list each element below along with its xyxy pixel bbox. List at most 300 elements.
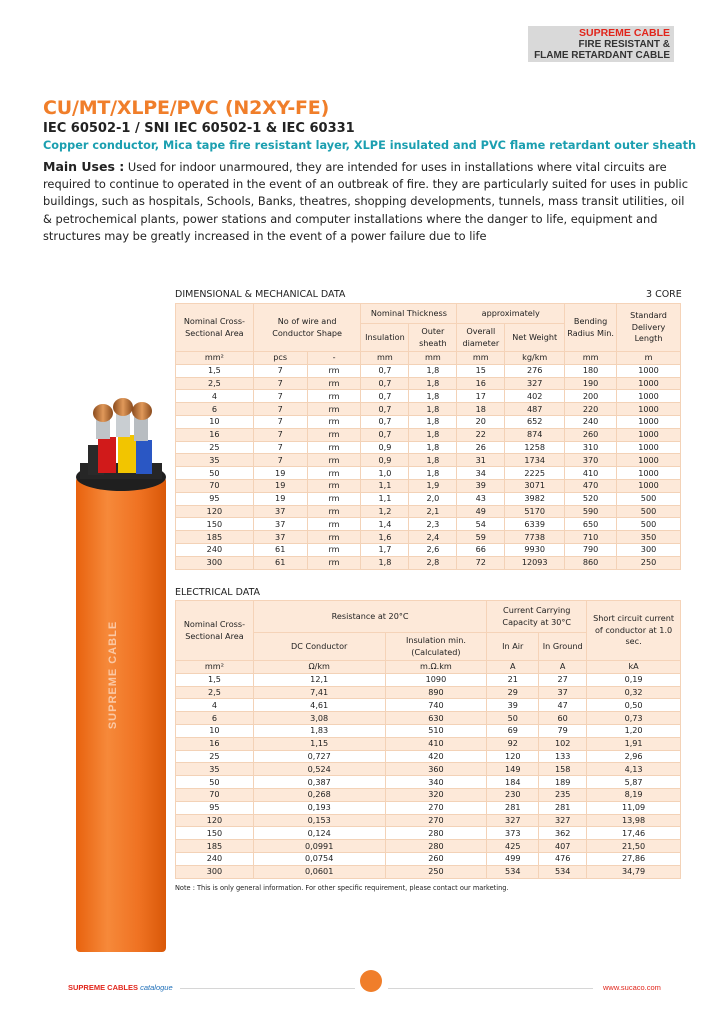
dimensional-cell: 43 <box>457 492 505 505</box>
electrical-cell: 25 <box>176 750 254 763</box>
dimensional-cell: 150 <box>176 518 254 531</box>
core-red-insulation <box>98 437 116 473</box>
product-title: CU/MT/XLPE/PVC (N2XY-FE) <box>43 97 330 119</box>
electrical-cell: 362 <box>539 827 587 840</box>
dimensional-cell: 37 <box>253 518 307 531</box>
electrical-cell: 235 <box>539 788 587 801</box>
dimensional-cell: 1,2 <box>361 505 409 518</box>
electrical-cell: 2,5 <box>176 686 254 699</box>
table-row <box>176 840 681 853</box>
dimensional-cell: 7 <box>253 403 307 416</box>
dimensional-cell: 37 <box>253 505 307 518</box>
brand-header-box <box>528 26 674 62</box>
dimensional-cell: 1,8 <box>409 467 457 480</box>
electrical-cell: 6 <box>176 712 254 725</box>
dimensional-cell: 1000 <box>617 441 681 454</box>
electrical-cell: 1,5 <box>176 673 254 686</box>
dimensional-cell: 1,8 <box>409 403 457 416</box>
dimensional-cell: 26 <box>457 441 505 454</box>
dimensional-cell: rm <box>307 403 361 416</box>
footer-website-link[interactable]: www.sucaco.com <box>603 983 661 992</box>
dimensional-cell: 6339 <box>505 518 565 531</box>
dimensional-cell: 19 <box>253 467 307 480</box>
brand-name: SUPREME CABLE <box>578 27 670 39</box>
electrical-cell: 1,83 <box>253 724 385 737</box>
dimensional-cell: 16 <box>176 428 254 441</box>
table-row <box>176 479 681 492</box>
dimensional-cell: 276 <box>505 364 565 377</box>
dimensional-cell: 350 <box>617 531 681 544</box>
dimensional-cell: 120 <box>176 505 254 518</box>
dimensional-cell: 7 <box>253 441 307 454</box>
electrical-cell: 327 <box>487 814 539 827</box>
header-overall-diameter: Overall diameter <box>457 324 505 352</box>
electrical-cell: 92 <box>487 737 539 750</box>
dimensional-cell: 310 <box>565 441 617 454</box>
dimensional-cell: 15 <box>457 364 505 377</box>
electrical-cell: 102 <box>539 737 587 750</box>
dimensional-cell: 10 <box>176 415 254 428</box>
electrical-cell: 5,87 <box>587 776 681 789</box>
electrical-cell: 1,15 <box>253 737 385 750</box>
dimensional-cell: 0,7 <box>361 364 409 377</box>
dimensional-cell: - <box>307 352 361 365</box>
dimensional-cell: 1,8 <box>409 390 457 403</box>
table-row <box>176 814 681 827</box>
electrical-cell: 420 <box>385 750 487 763</box>
electrical-cell: 2,96 <box>587 750 681 763</box>
table-row <box>176 852 681 865</box>
electrical-cell: 95 <box>176 801 254 814</box>
dimensional-cell: rm <box>307 454 361 467</box>
dimensional-cell: mm <box>565 352 617 365</box>
electrical-cell: 1,91 <box>587 737 681 750</box>
table-row <box>176 801 681 814</box>
header-dc-conductor: DC Conductor <box>253 633 385 661</box>
table-row <box>176 763 681 776</box>
dimensional-cell: 1000 <box>617 364 681 377</box>
table-row <box>176 428 681 441</box>
table-row <box>176 364 681 377</box>
electrical-cell: 0,0991 <box>253 840 385 853</box>
dimensional-cell: 9930 <box>505 543 565 556</box>
table-row <box>176 737 681 750</box>
header-resistance: Resistance at 20°C <box>253 601 486 633</box>
electrical-cell: 120 <box>487 750 539 763</box>
dimensional-cell: kg/km <box>505 352 565 365</box>
electrical-cell: 0,50 <box>587 699 681 712</box>
dimensional-cell: 0,7 <box>361 415 409 428</box>
dimensional-cell: 61 <box>253 543 307 556</box>
dimensional-cell: 2225 <box>505 467 565 480</box>
header-delivery-length: Standard Delivery Length <box>617 304 681 352</box>
electrical-cell: 12,1 <box>253 673 385 686</box>
dimensional-cell: 2,0 <box>409 492 457 505</box>
table-row <box>176 543 681 556</box>
dimensional-cell: rm <box>307 543 361 556</box>
dimensional-cell: 1,4 <box>361 518 409 531</box>
header-wire-shape: No of wire and Conductor Shape <box>253 304 361 352</box>
electrical-cell: 4,61 <box>253 699 385 712</box>
electrical-cell: 69 <box>487 724 539 737</box>
electrical-cell: 50 <box>487 712 539 725</box>
dimensional-cell: rm <box>307 556 361 569</box>
copper-conductor-3 <box>132 402 152 420</box>
electrical-cell: 260 <box>385 852 487 865</box>
dimensional-cell: 590 <box>565 505 617 518</box>
dimensional-cell: 500 <box>617 505 681 518</box>
table-row <box>176 788 681 801</box>
footer-catalogue-label <box>68 983 173 992</box>
dimensional-cell: 70 <box>176 479 254 492</box>
dimensional-cell: 12093 <box>505 556 565 569</box>
dimensional-cell: 18 <box>457 403 505 416</box>
dimensional-cell: 20 <box>457 415 505 428</box>
dimensional-cell: m <box>617 352 681 365</box>
dimensional-cell: 0,7 <box>361 428 409 441</box>
dimensional-cell: 0,7 <box>361 377 409 390</box>
dimensional-cell: rm <box>307 377 361 390</box>
electrical-cell: 240 <box>176 852 254 865</box>
electrical-cell: 890 <box>385 686 487 699</box>
dimensional-cell: 1000 <box>617 403 681 416</box>
electrical-cell: 0,387 <box>253 776 385 789</box>
dimensional-cell: 0,9 <box>361 441 409 454</box>
header-net-weight: Net Weight <box>505 324 565 352</box>
dimensional-cell: 0,7 <box>361 403 409 416</box>
dimensional-cell: 22 <box>457 428 505 441</box>
dimensional-cell: rm <box>307 390 361 403</box>
header-outer-sheath: Outer sheath <box>409 324 457 352</box>
dimensional-cell: 1,5 <box>176 364 254 377</box>
dimensional-cell: 2,3 <box>409 518 457 531</box>
dimensional-cell: 180 <box>565 364 617 377</box>
dimensional-cell: 4 <box>176 390 254 403</box>
dimensional-cell: 7 <box>253 454 307 467</box>
electrical-cell: 8,19 <box>587 788 681 801</box>
dimensional-cell: 470 <box>565 479 617 492</box>
dimensional-cell: 19 <box>253 492 307 505</box>
dimensional-cell: 2,5 <box>176 377 254 390</box>
electrical-cell: 7,41 <box>253 686 385 699</box>
header-in-air: In Air <box>487 633 539 661</box>
table-row <box>176 827 681 840</box>
table-row <box>176 712 681 725</box>
electrical-cell: 476 <box>539 852 587 865</box>
electrical-cell: 281 <box>487 801 539 814</box>
dimensional-cell: 3071 <box>505 479 565 492</box>
dimensional-cell: 650 <box>565 518 617 531</box>
main-uses-label: Main Uses : <box>43 159 125 174</box>
dimensional-cell: 710 <box>565 531 617 544</box>
dimensional-cell: 2,4 <box>409 531 457 544</box>
dimensional-cell: 25 <box>176 441 254 454</box>
table-row <box>176 403 681 416</box>
dimensional-cell: 1,1 <box>361 492 409 505</box>
dimensional-cell: 3982 <box>505 492 565 505</box>
electrical-cell: 47 <box>539 699 587 712</box>
footer-brand: SUPREME CABLES <box>68 983 139 992</box>
dimensional-cell: 250 <box>617 556 681 569</box>
dimensional-cell: 1,8 <box>409 415 457 428</box>
electrical-cell: 34,79 <box>587 865 681 878</box>
cable-illustration <box>76 395 166 955</box>
page-marker-dot <box>360 970 382 992</box>
dimensional-cell: 1,1 <box>361 479 409 492</box>
electrical-cell: 407 <box>539 840 587 853</box>
dimensional-table-body <box>176 352 681 570</box>
dimensional-cell: 190 <box>565 377 617 390</box>
dimensional-cell: 410 <box>565 467 617 480</box>
electrical-cell: 0,153 <box>253 814 385 827</box>
dimensional-cell: 66 <box>457 543 505 556</box>
electrical-cell: 425 <box>487 840 539 853</box>
dimensional-cell: mm <box>409 352 457 365</box>
electrical-cell: 133 <box>539 750 587 763</box>
dimensional-cell: 1,8 <box>361 556 409 569</box>
electrical-cell: 270 <box>385 814 487 827</box>
footer-divider-left <box>180 988 355 989</box>
header-insulation: Insulation <box>361 324 409 352</box>
dimensional-cell: 2,1 <box>409 505 457 518</box>
electrical-cell: 79 <box>539 724 587 737</box>
electrical-cell: 320 <box>385 788 487 801</box>
dimensional-cell: mm² <box>176 352 254 365</box>
table-row <box>176 750 681 763</box>
electrical-cell: 3,08 <box>253 712 385 725</box>
dimensional-cell: 185 <box>176 531 254 544</box>
electrical-cell: 17,46 <box>587 827 681 840</box>
dimensional-cell: 7 <box>253 390 307 403</box>
electrical-cell: A <box>539 661 587 674</box>
electrical-cell: 630 <box>385 712 487 725</box>
copper-conductor-1 <box>93 404 113 422</box>
dimensional-cell: 1000 <box>617 428 681 441</box>
electrical-cell: 29 <box>487 686 539 699</box>
product-subtitle: Copper conductor, Mica tape fire resistant layer, XLPE insulated and PVC flame retardant outer sheath <box>43 139 697 152</box>
header-area: Nominal Cross-Sectional Area <box>176 304 254 352</box>
electrical-cell: 189 <box>539 776 587 789</box>
dimensional-cell: 1000 <box>617 454 681 467</box>
dimensional-cell: 2,6 <box>409 543 457 556</box>
electrical-cell: 250 <box>385 865 487 878</box>
dimensional-cell: 240 <box>176 543 254 556</box>
dimensional-cell: 1258 <box>505 441 565 454</box>
mica-tape-2 <box>116 413 130 437</box>
dimensional-cell: rm <box>307 505 361 518</box>
dimensional-cell: 1,8 <box>409 454 457 467</box>
electrical-cell: 270 <box>385 801 487 814</box>
electrical-cell: 4,13 <box>587 763 681 776</box>
dimensional-cell: 7 <box>253 364 307 377</box>
table-row <box>176 686 681 699</box>
dimensional-cell: 17 <box>457 390 505 403</box>
dimensional-table <box>175 303 681 570</box>
dimensional-cell: 7 <box>253 415 307 428</box>
dimensional-cell: 59 <box>457 531 505 544</box>
mica-tape-3 <box>134 417 148 441</box>
electrical-cell: 39 <box>487 699 539 712</box>
dimensional-cell: 1,8 <box>409 377 457 390</box>
electrical-cell: 0,32 <box>587 686 681 699</box>
dimensional-cell: 39 <box>457 479 505 492</box>
dimensional-cell: 6 <box>176 403 254 416</box>
electrical-cell: 0,0754 <box>253 852 385 865</box>
units-row <box>176 661 681 674</box>
dimensional-cell: 35 <box>176 454 254 467</box>
dimensional-cell: 7 <box>253 428 307 441</box>
electrical-cell: 21,50 <box>587 840 681 853</box>
dimensional-cell: mm <box>361 352 409 365</box>
footer-catalogue: catalogue <box>138 983 173 992</box>
dimensional-cell: 220 <box>565 403 617 416</box>
dimensional-cell: 1000 <box>617 479 681 492</box>
dimensional-cell: 370 <box>565 454 617 467</box>
units-row <box>176 352 681 365</box>
dimensional-cell: 874 <box>505 428 565 441</box>
electrical-cell: 11,09 <box>587 801 681 814</box>
electrical-cell: mm² <box>176 661 254 674</box>
electrical-cell: 740 <box>385 699 487 712</box>
dimensional-cell: 300 <box>176 556 254 569</box>
electrical-cell: 21 <box>487 673 539 686</box>
header-area: Nominal Cross-Sectional Area <box>176 601 254 661</box>
dimensional-cell: 54 <box>457 518 505 531</box>
dimensional-cell: 0,9 <box>361 454 409 467</box>
outer-sheath-shape <box>76 477 166 952</box>
table-row <box>176 724 681 737</box>
dimensional-cell: 1000 <box>617 415 681 428</box>
electrical-cell: 0,73 <box>587 712 681 725</box>
table-row <box>176 776 681 789</box>
electrical-section-title: ELECTRICAL DATA <box>175 587 261 598</box>
dimensional-cell: 19 <box>253 479 307 492</box>
electrical-cell: 534 <box>487 865 539 878</box>
electrical-cell: 120 <box>176 814 254 827</box>
dimensional-cell: rm <box>307 518 361 531</box>
dimensional-cell: 5170 <box>505 505 565 518</box>
core-blue-insulation <box>136 440 152 474</box>
electrical-cell: 150 <box>176 827 254 840</box>
dimensional-cell: 0,7 <box>361 390 409 403</box>
dimensional-cell: rm <box>307 441 361 454</box>
dimensional-cell: 2,8 <box>409 556 457 569</box>
dimensional-cell: 34 <box>457 467 505 480</box>
electrical-cell: 340 <box>385 776 487 789</box>
dimensional-cell: 200 <box>565 390 617 403</box>
dimensional-cell: 1,8 <box>409 364 457 377</box>
electrical-cell: 360 <box>385 763 487 776</box>
electrical-cell: Ω/km <box>253 661 385 674</box>
header-bending-radius: Bending Radius Min. <box>565 304 617 352</box>
header-short-circuit: Short circuit current of conductor at 1.0 sec. <box>587 601 681 661</box>
dimensional-cell: 402 <box>505 390 565 403</box>
dimensional-cell: 1,8 <box>409 428 457 441</box>
electrical-cell: 37 <box>539 686 587 699</box>
core-yellow-insulation <box>118 435 136 473</box>
header-approximately: approximately <box>457 304 565 324</box>
dimensional-cell: rm <box>307 479 361 492</box>
dimensional-cell: 1,0 <box>361 467 409 480</box>
table-row <box>176 441 681 454</box>
electrical-cell: 499 <box>487 852 539 865</box>
dimensional-cell: 16 <box>457 377 505 390</box>
brand-tagline-2: FLAME RETARDANT CABLE <box>534 50 670 61</box>
table-row <box>176 556 681 569</box>
dimensional-cell: 7738 <box>505 531 565 544</box>
electrical-cell: 534 <box>539 865 587 878</box>
electrical-cell: 13,98 <box>587 814 681 827</box>
dimensional-cell: 72 <box>457 556 505 569</box>
dimensional-cell: rm <box>307 428 361 441</box>
electrical-cell: 0,124 <box>253 827 385 840</box>
electrical-cell: 300 <box>176 865 254 878</box>
electrical-cell: kA <box>587 661 681 674</box>
electrical-cell: 510 <box>385 724 487 737</box>
dimensional-cell: 260 <box>565 428 617 441</box>
electrical-cell: 60 <box>539 712 587 725</box>
electrical-cell: 1090 <box>385 673 487 686</box>
header-nominal-thickness: Nominal Thickness <box>361 304 457 324</box>
dimensional-cell: 1,7 <box>361 543 409 556</box>
electrical-cell: 373 <box>487 827 539 840</box>
electrical-cell: 4 <box>176 699 254 712</box>
core-count-label: 3 CORE <box>646 289 682 300</box>
main-uses-paragraph <box>43 158 693 245</box>
electrical-cell: 0,268 <box>253 788 385 801</box>
dimensional-cell: pcs <box>253 352 307 365</box>
electrical-cell: 1,20 <box>587 724 681 737</box>
electrical-cell: 50 <box>176 776 254 789</box>
electrical-cell: 184 <box>487 776 539 789</box>
dimensional-cell: mm <box>457 352 505 365</box>
electrical-cell: 158 <box>539 763 587 776</box>
dimensional-cell: 7 <box>253 377 307 390</box>
table-row <box>176 415 681 428</box>
table-row <box>176 865 681 878</box>
electrical-cell: 27,86 <box>587 852 681 865</box>
dimensional-cell: 1000 <box>617 377 681 390</box>
dimensional-cell: 95 <box>176 492 254 505</box>
footer-divider-right <box>388 988 593 989</box>
dimensional-cell: 49 <box>457 505 505 518</box>
electrical-cell: 35 <box>176 763 254 776</box>
electrical-cell: 10 <box>176 724 254 737</box>
electrical-cell: 149 <box>487 763 539 776</box>
main-uses-text: Used for indoor unarmoured, they are intended for uses in installations where vital circuits are required to continue to operated in the event of an outbreak of fire. they are particularly suited for uses in public buildings, such as hospitals, Schools, Banks, theatres, shopping developments, tunnels, mass transit utilities, oil & petrochemical plants, power stations and computer installations where the danger to life, equipment and structures may be greatly increased in the event of a power failure due to life <box>43 160 688 243</box>
electrical-cell: 0,727 <box>253 750 385 763</box>
electrical-cell: 27 <box>539 673 587 686</box>
product-standard: IEC 60502-1 / SNI IEC 60502-1 & IEC 60331 <box>43 121 355 136</box>
electrical-cell: 185 <box>176 840 254 853</box>
table-row <box>176 699 681 712</box>
dimensional-cell: 790 <box>565 543 617 556</box>
electrical-cell: 16 <box>176 737 254 750</box>
electrical-cell: A <box>487 661 539 674</box>
table-row <box>176 531 681 544</box>
dimensional-cell: 50 <box>176 467 254 480</box>
table-row <box>176 518 681 531</box>
table-row <box>176 390 681 403</box>
dimensional-cell: 1000 <box>617 390 681 403</box>
electrical-table-body <box>176 661 681 879</box>
dimensional-cell: 1,9 <box>409 479 457 492</box>
electrical-cell: 230 <box>487 788 539 801</box>
electrical-cell: 0,0601 <box>253 865 385 878</box>
header-insulation-min: Insulation min. (Calculated) <box>385 633 487 661</box>
dimensional-cell: rm <box>307 467 361 480</box>
dimensional-cell: 652 <box>505 415 565 428</box>
